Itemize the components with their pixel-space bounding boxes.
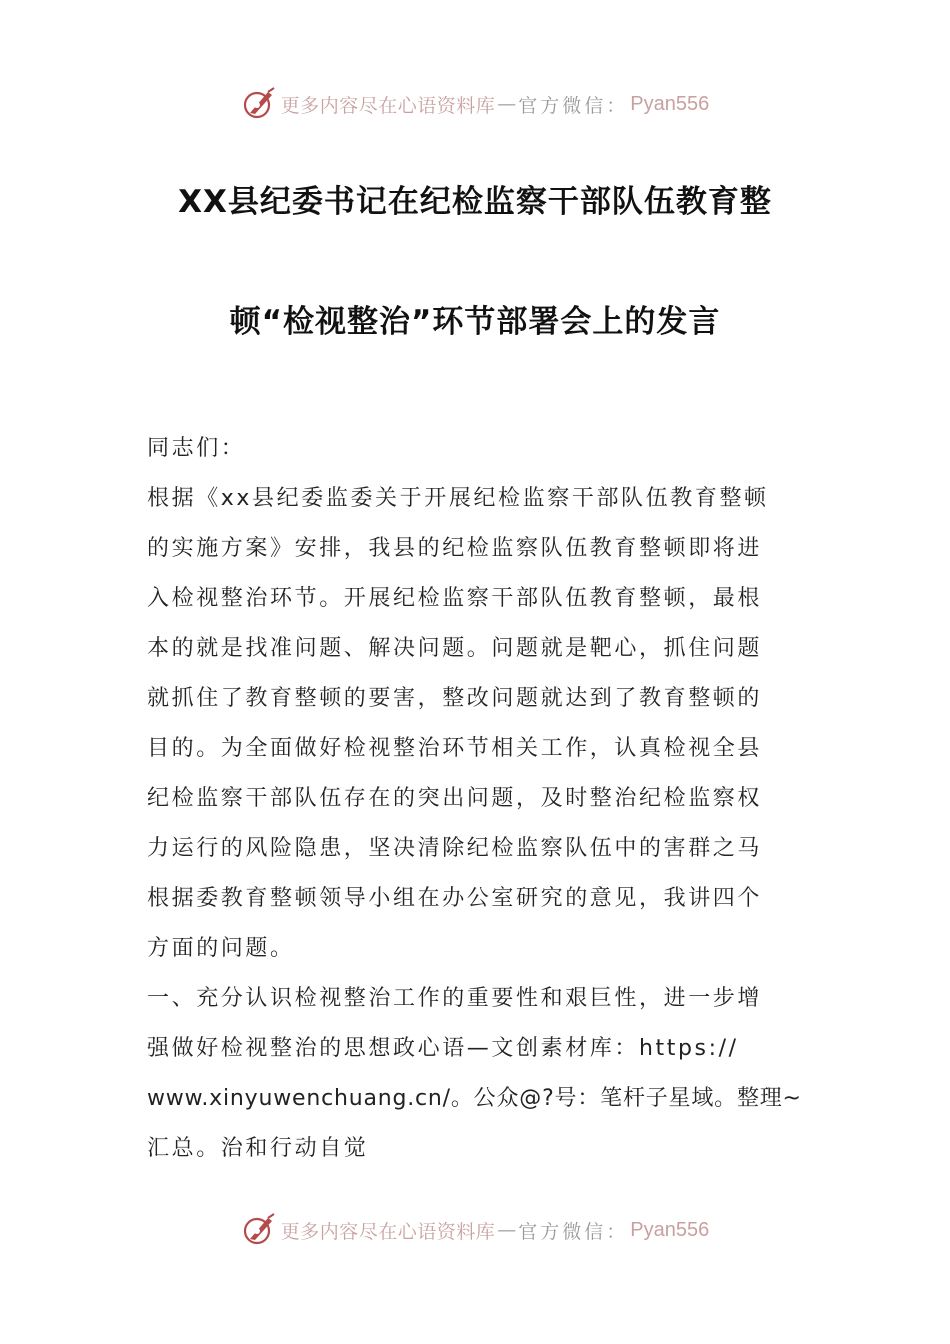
body-line: 根据委教育整顿领导小组在办公室研究的意见，我讲四个 — [147, 886, 763, 911]
body-line: 的实施方案》安排，我县的纪检监察队伍教育整顿即将进 — [147, 536, 763, 561]
footer-banner — [0, 1210, 950, 1250]
banner-main-text: 更多内容尽在心语资料库 — [280, 94, 496, 117]
banner-wechat-id: Pyan556 — [630, 1218, 710, 1241]
banner-dash: — — [497, 93, 517, 115]
body-line: 纪检监察干部队伍存在的突出问题，及时整治纪检监察权 — [147, 786, 763, 811]
body-line: 根据《xx县纪委监委关于开展纪检监察干部队伍教育整顿 — [147, 486, 769, 511]
body-line: 同志们： — [147, 436, 246, 461]
body-line: 目的。为全面做好检视整治环节相关工作，认真检视全县 — [147, 736, 763, 761]
quill-logo-icon — [241, 86, 277, 122]
body-line: 一、充分认识检视整治工作的重要性和艰巨性，进一步增 — [147, 986, 763, 1011]
banner-dash: — — [497, 1219, 517, 1241]
body-line: 力运行的风险隐患，坚决清除纪检监察队伍中的害群之马 — [147, 836, 763, 861]
body-line: 汇总。治和行动自觉 — [147, 1136, 369, 1161]
body-line: 入检视整治环节。开展纪检监察干部队伍教育整顿，最根 — [147, 586, 763, 611]
quill-logo-icon — [241, 1212, 277, 1248]
banner-official-label: 官方微信： — [518, 1220, 629, 1243]
header-banner — [0, 84, 950, 124]
body-line: 就抓住了教育整顿的要害，整改问题就达到了教育整顿的 — [147, 686, 763, 711]
document-title-line-1: XX县纪委书记在纪检监察干部队伍教育整 — [178, 184, 772, 220]
body-line: 本的就是找准问题、解决问题。问题就是靶心，抓住问题 — [147, 636, 763, 661]
banner-official-label: 官方微信： — [518, 94, 629, 117]
banner-wechat-id: Pyan556 — [630, 92, 710, 115]
body-line: 方面的问题。 — [147, 936, 295, 961]
banner-main-text: 更多内容尽在心语资料库 — [280, 1220, 496, 1243]
document-title-line-2: 顿“检视整治”环节部署会上的发言 — [229, 304, 721, 340]
body-line: 强做好检视整治的思想政心语—文创素材库：https:// — [147, 1036, 739, 1061]
body-line: www.xinyuwenchuang.cn/。公众@?号：笔杆子星域。整理~ — [147, 1086, 802, 1111]
